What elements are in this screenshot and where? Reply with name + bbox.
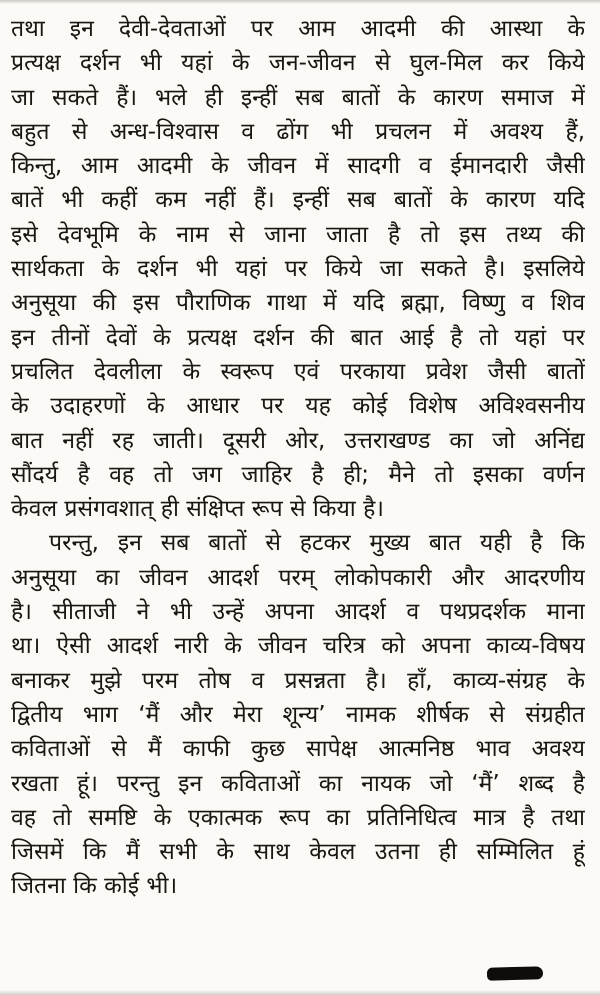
text-line: प्रत्यक्ष दर्शन भी यहां के जन-जीवन से घुल-मिल कर किये xyxy=(11,50,585,77)
text-line: जा सकते हैं। भले ही इन्हीं सब बातों के कारण समाज में xyxy=(11,84,585,111)
text-line: के उदाहरणों के आधार पर यह कोई विशेष अविश्वसनीय xyxy=(11,393,585,420)
paragraph-2 xyxy=(11,526,585,903)
text-line: तथा इन देवी-देवताओं पर आम आदमी की आस्था के xyxy=(11,16,585,42)
text-line: बहुत से अन्ध-विश्वास व ढोंग भी प्रचलन में अवश्य हैं, xyxy=(11,118,585,145)
text-line: किन्तु, आम आदमी के जीवन में सादगी व ईमानदारी जैसी xyxy=(11,153,585,180)
text-line: जितना कि कोई भी। xyxy=(11,873,178,900)
text-line: रखता हूं। परन्तु इन कविताओं का नायक जो ‘मैं’ शब्द है xyxy=(11,770,585,797)
scan-edge-top-artifact xyxy=(0,0,600,4)
text-line: इसे देवभूमि के नाम से जाना जाता है तो इस तथ्य की xyxy=(11,221,585,248)
text-line: बात नहीं रह जाती। दूसरी ओर, उत्तराखण्ड का जो अनिंद्य xyxy=(11,427,585,454)
text-line: अनुसूया का जीवन आदर्श परम् लोकोपकारी और आदरणीय xyxy=(11,564,585,591)
text-line: है। सीताजी ने भी उन्हें अपना आदर्श व पथप्रदर्शक माना xyxy=(11,599,585,626)
text-line: अनुसूया की इस पौराणिक गाथा में यदि ब्रह्मा, विष्णु व शिव xyxy=(11,290,585,317)
scan-edge-bottom-artifact xyxy=(0,990,600,995)
text-line: द्वितीय भाग ‘मैं और मेरा शून्य’ नामक शीर्षक से संग्रहीत xyxy=(11,701,585,728)
text-line: बनाकर मुझे परम तोष व प्रसन्नता है। हाँ, काव्य-संग्रह के xyxy=(11,667,585,694)
text-line: वह तो समष्टि के एकात्मक रूप का प्रतिनिधित्व मात्र है तथा xyxy=(11,804,585,831)
text-line: परन्तु, इन सब बातों से हटकर मुख्य बात यही है कि xyxy=(49,530,585,557)
text-line: कविताओं से मैं काफी कुछ सापेक्ष आत्मनिष्ठ भाव अवश्य xyxy=(11,736,585,763)
text-line: जिसमें कि मैं सभी के साथ केवल उतना ही सम्मिलित हूं xyxy=(11,839,585,866)
text-line: सौंदर्य है वह तो जग जाहिर है ही; मैने तो इसका वर्णन xyxy=(11,461,585,488)
paragraph-1 xyxy=(11,12,585,526)
scan-smudge-artifact xyxy=(487,966,543,980)
text-line: इन तीनों देवों के प्रत्यक्ष दर्शन की बात आई है तो यहां पर xyxy=(11,324,585,351)
text-line: था। ऐसी आदर्श नारी के जीवन चरित्र को अपना काव्य-विषय xyxy=(11,633,585,660)
text-line: प्रचलित देवलीला के स्वरूप एवं परकाया प्रवेश जैसी बातों xyxy=(11,358,585,385)
text-line: सार्थकता के दर्शन भी यहां पर किये जा सकते है। इसलिये xyxy=(11,256,585,283)
text-line: केवल प्रसंगवशात् ही संक्षिप्त रूप से किया है। xyxy=(11,496,384,523)
text-line: बातें भी कहीं कम नहीं हैं। इन्हीं सब बातों के कारण यदि xyxy=(11,187,585,214)
